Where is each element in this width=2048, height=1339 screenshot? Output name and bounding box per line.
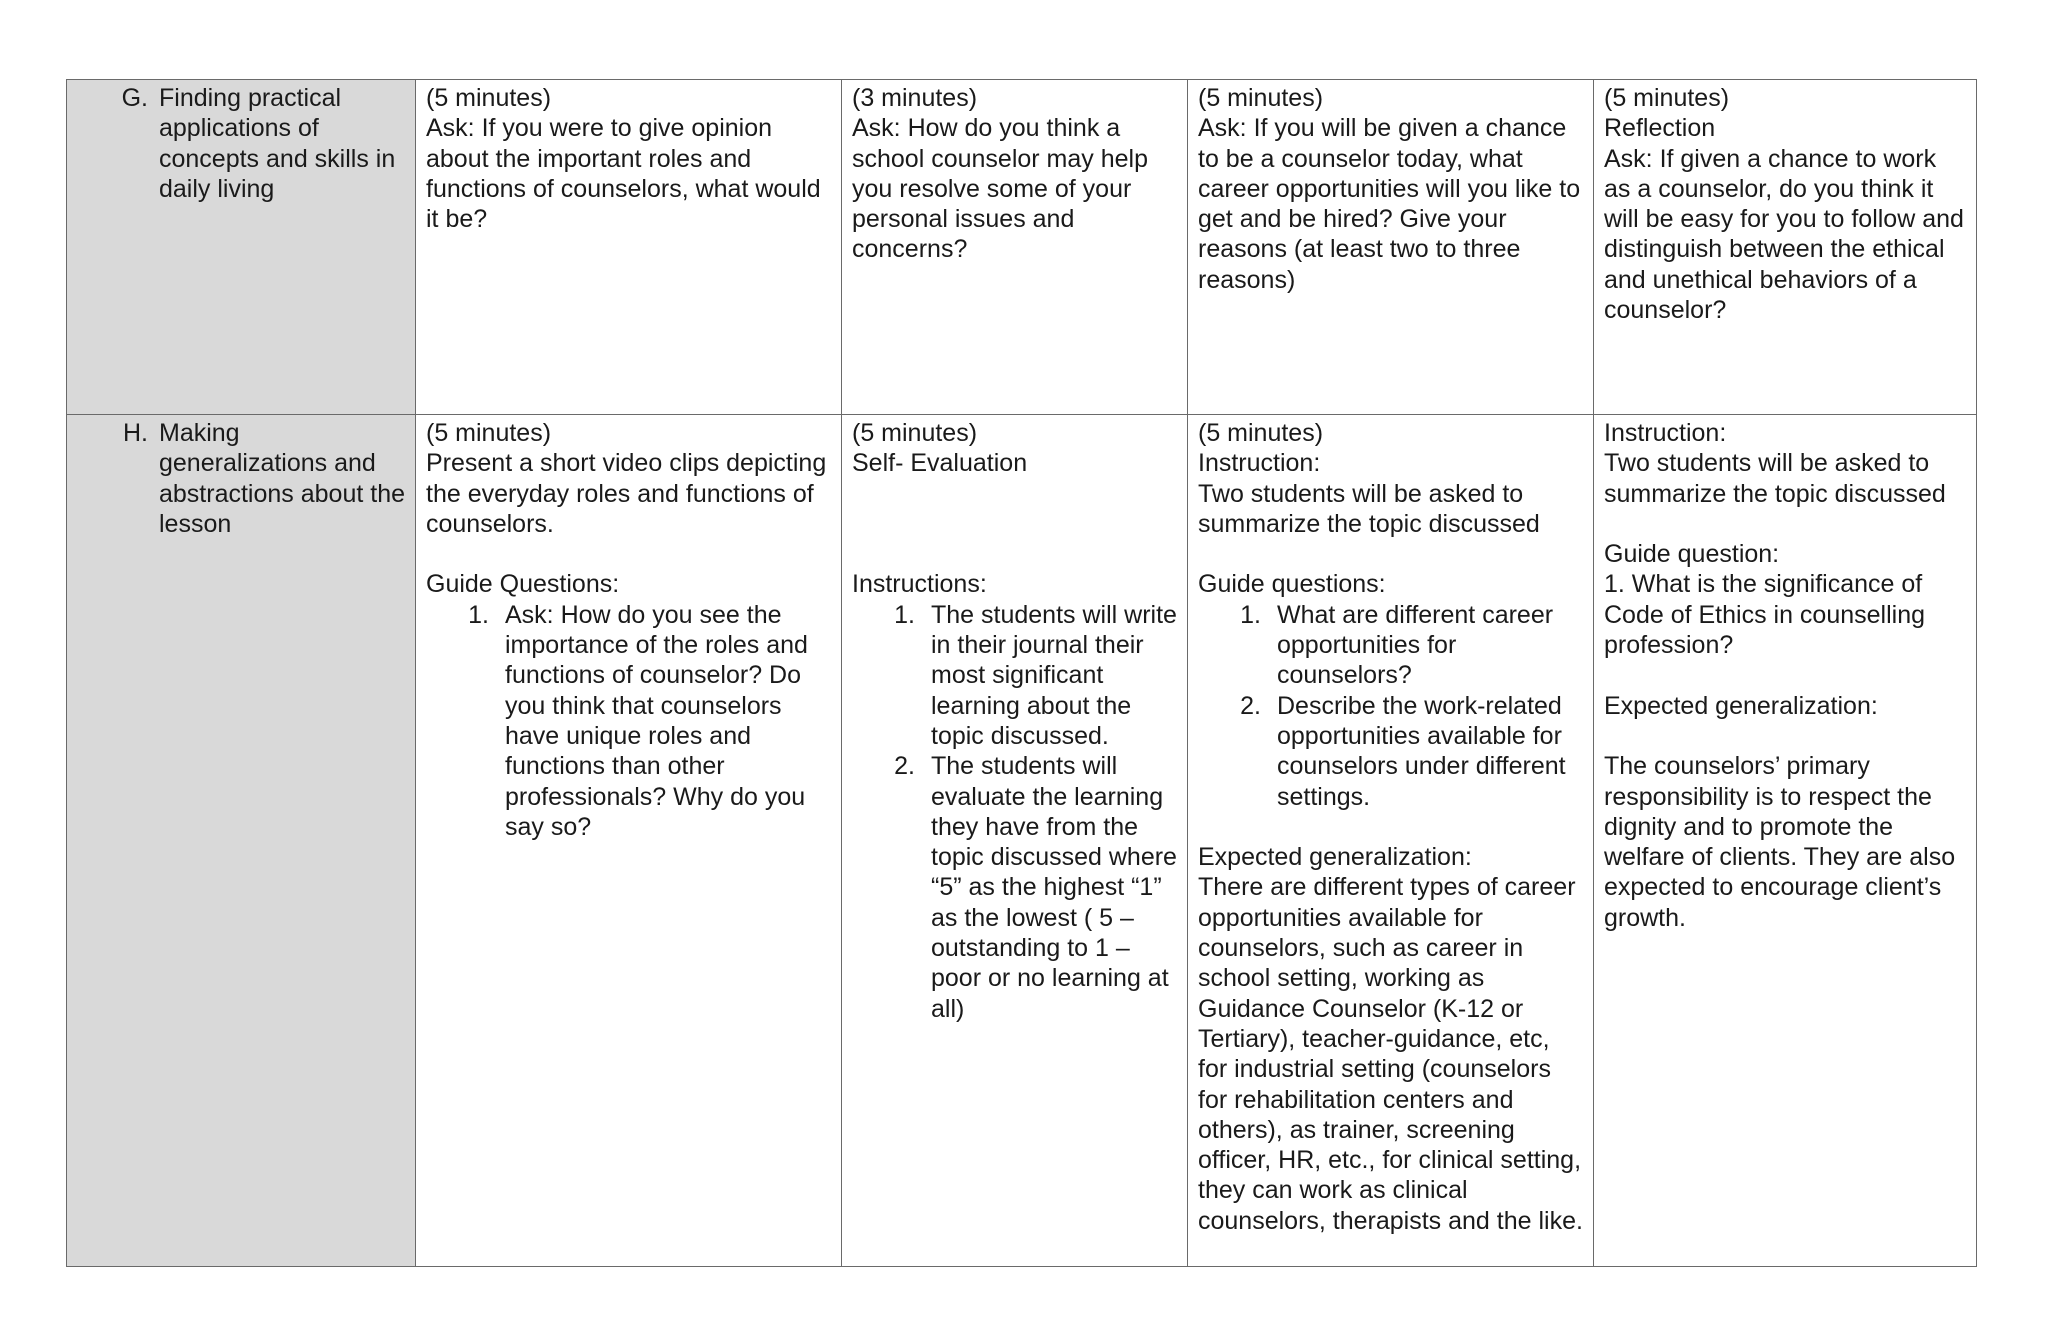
cell-text: Ask: If given a chance to work as a counselor, do you think it will be easy for you to follow and distinguish between the ethical and unethical behaviors of a counselor? bbox=[1604, 144, 1964, 325]
day1-cell bbox=[416, 80, 842, 415]
row-label-text: Finding practical applications of concepts and skills in daily living bbox=[159, 84, 396, 203]
row-label-cell bbox=[67, 80, 416, 415]
day3-cell bbox=[1188, 80, 1594, 415]
day4-cell bbox=[1594, 415, 1977, 1267]
list-item bbox=[1198, 691, 1583, 812]
list-item bbox=[426, 600, 831, 842]
list-item bbox=[1198, 600, 1583, 691]
duration-text: (3 minutes) bbox=[852, 84, 978, 112]
cell-heading: Instruction: bbox=[1198, 449, 1321, 478]
cell-text: Two students will be asked to summarize the topic discussed bbox=[1604, 449, 1946, 508]
generalization-text: There are different types of career opportunities available for counselors, such as career in school setting, working as Guidance Counselor (K-12 or Tertiary), teacher-guidance, etc, for industrial setting (counselors for rehabilitation centers and others), as trainer, screening officer, HR, etc., for clinical setting, they can work as clinical counselors, therapists and the like. bbox=[1198, 873, 1583, 1235]
list-number: 1. bbox=[894, 600, 915, 629]
cell-heading: Instruction: bbox=[1604, 419, 1727, 447]
day2-cell bbox=[842, 415, 1188, 1267]
day1-cell bbox=[416, 415, 842, 1267]
guide-question-text: 1. What is the significance of Code of Ethics in counselling profession? bbox=[1604, 570, 1926, 660]
list-item-text: The students will evaluate the learning they have from the topic discussed where “5” as the highest “1” as the lowest ( 5 – outstanding to 1 – poor or no learning at all) bbox=[931, 752, 1177, 1023]
cell-text: Two students will be asked to summarize the topic discussed bbox=[1198, 479, 1540, 538]
guide-questions-list bbox=[1198, 600, 1583, 812]
list-number: 1. bbox=[468, 600, 489, 629]
guide-questions-heading: Guide Questions: bbox=[426, 570, 620, 599]
instructions-heading: Instructions: bbox=[852, 570, 987, 599]
generalization-text: The counselors’ primary responsibility is to respect the dignity and to promote the welfare of clients. They are also expected to encourage client’s growth. bbox=[1604, 752, 1956, 932]
cell-text: Ask: How do you think a school counselor may help you resolve some of your personal issues and concerns? bbox=[852, 114, 1148, 264]
row-label bbox=[67, 418, 405, 539]
row-label-cell bbox=[67, 415, 416, 1267]
duration-text: (5 minutes) bbox=[426, 84, 552, 112]
row-letter: G. bbox=[121, 84, 148, 112]
generalization-heading: Expected generalization: bbox=[1604, 691, 1878, 720]
duration-text: (5 minutes) bbox=[852, 419, 978, 447]
list-item-text: The students will write in their journal their most significant learning about the topic discussed. bbox=[931, 600, 1177, 750]
instructions-list bbox=[852, 600, 1177, 1024]
lesson-plan-table bbox=[66, 79, 1977, 1267]
cell-text: Ask: If you were to give opinion about the important roles and functions of counselors, what would it be? bbox=[426, 114, 821, 234]
day2-cell bbox=[842, 80, 1188, 415]
row-letter: H. bbox=[123, 419, 148, 447]
list-number: 2. bbox=[894, 752, 915, 781]
list-item-text: Describe the work-related opportunities available for counselors under different settings. bbox=[1277, 691, 1566, 811]
duration-text: (5 minutes) bbox=[1198, 84, 1324, 112]
day3-cell bbox=[1188, 415, 1594, 1267]
duration-text: (5 minutes) bbox=[426, 419, 552, 447]
list-item-text: What are different career opportunities for counselors? bbox=[1277, 600, 1554, 690]
row-label bbox=[67, 83, 405, 204]
table-row-h bbox=[67, 415, 1977, 1267]
duration-text: (5 minutes) bbox=[1604, 84, 1730, 112]
list-number: 2. bbox=[1240, 691, 1261, 720]
guide-questions-heading: Guide questions: bbox=[1198, 570, 1386, 599]
table-row-g bbox=[67, 80, 1977, 415]
cell-heading: Self- Evaluation bbox=[852, 449, 1028, 478]
generalization-heading: Expected generalization: bbox=[1198, 843, 1472, 872]
list-item-text: Ask: How do you see the importance of the roles and functions of counselor? Do you think that counselors have unique roles and functions than other professionals? Why do you say so? bbox=[505, 600, 808, 841]
list-item bbox=[852, 751, 1177, 1024]
day4-cell bbox=[1594, 80, 1977, 415]
guide-question-heading: Guide question: bbox=[1604, 540, 1780, 569]
cell-heading: Reflection bbox=[1604, 114, 1716, 143]
cell-text: Ask: If you will be given a chance to be a counselor today, what career opportunities will you like to get and be hired? Give your reasons (at least two to three reasons) bbox=[1198, 114, 1581, 294]
list-item bbox=[852, 600, 1177, 751]
guide-questions-list bbox=[426, 600, 831, 842]
duration-text: (5 minutes) bbox=[1198, 419, 1324, 447]
cell-text: Present a short video clips depicting the everyday roles and functions of counselors. bbox=[426, 449, 827, 538]
list-number: 1. bbox=[1240, 600, 1261, 629]
row-label-text: Making generalizations and abstractions about the lesson bbox=[159, 419, 405, 538]
